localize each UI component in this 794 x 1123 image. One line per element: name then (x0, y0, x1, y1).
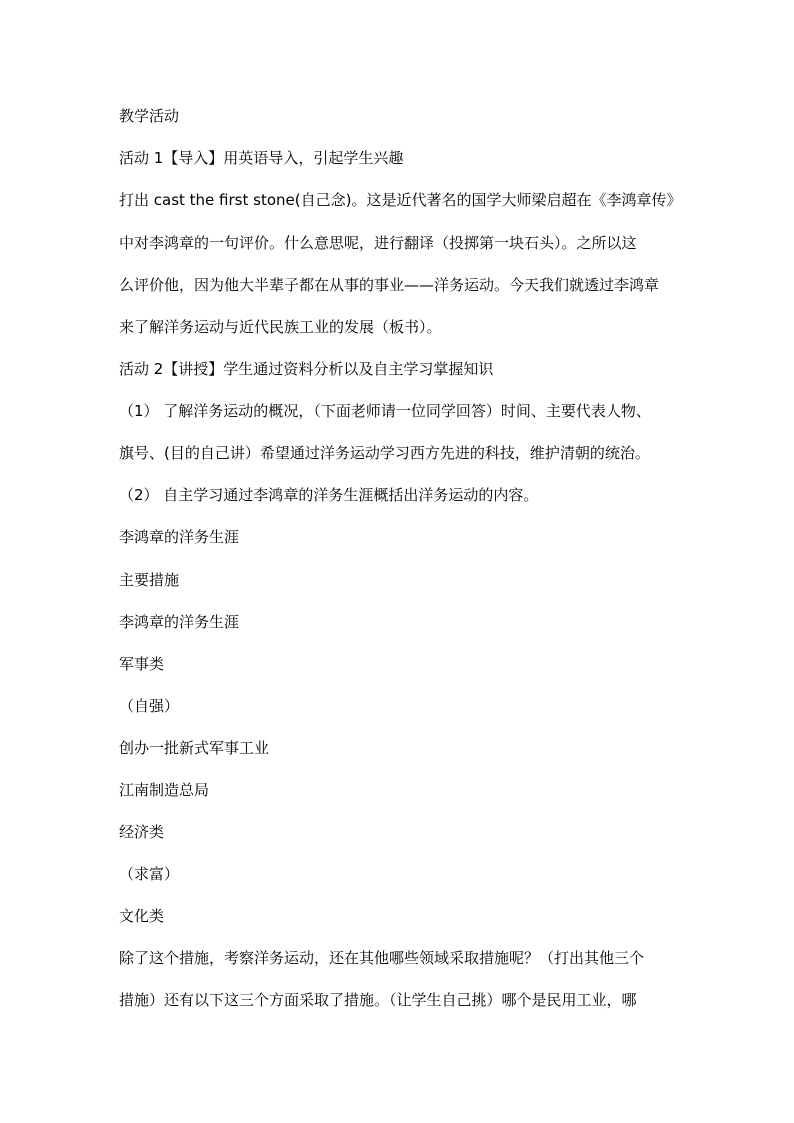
paragraph-line: 来了解洋务运动与近代民族工业的发展（板书）。 (119, 318, 442, 336)
paragraph-line: （1） 了解洋务运动的概况，（下面老师请一位同学回答）时间、主要代表人物、 (119, 402, 651, 420)
table-cell-text: 创办一批新式军事工业 (119, 739, 270, 757)
paragraph-line: 打出 cast the first stone(自己念)。这是近代著名的国学大师梁启超在《李鸿章传》 (119, 191, 682, 209)
table-cell-text: （自强） (119, 697, 180, 715)
paragraph-line: 么评价他，因为他大半辈子都在从事的事业——洋务运动。今天我们就透过李鸿章 (119, 276, 660, 294)
table-cell-text: 李鸿章的洋务生涯 (119, 613, 240, 631)
table-cell-text: 经济类 (119, 823, 165, 841)
table-cell-text: 文化类 (119, 907, 165, 925)
table-cell-text: （求富） (119, 865, 180, 883)
paragraph-line: 措施）还有以下这三个方面采取了措施。（让学生自己挑）哪个是民用工业，哪 (119, 991, 637, 1009)
paragraph-line: 中对李鸿章的一句评价。什么意思呢，进行翻译（投掷第一块石头）。之所以这 (119, 234, 637, 252)
paragraph-line: （2） 自主学习通过李鸿章的洋务生涯概括出洋务运动的内容。 (119, 486, 539, 504)
paragraph-line: 旗号、(目的自己讲）希望通过洋务运动学习西方先进的科技，维护清朝的统治。 (119, 444, 650, 462)
table-cell-text: 主要措施 (119, 571, 180, 589)
table-cell-text: 军事类 (119, 655, 165, 673)
activity-2-title: 活动 2【讲授】学生通过资料分析以及自主学习掌握知识 (119, 360, 494, 378)
table-cell-text: 江南制造总局 (119, 781, 210, 799)
paragraph-line: 除了这个措施，考察洋务运动，还在其他哪些领域采取措施呢？（打出其他三个 (119, 949, 645, 967)
document-heading: 教学活动 (119, 107, 180, 125)
table-cell-text: 李鸿章的洋务生涯 (119, 528, 240, 546)
activity-1-title: 活动 1【导入】用英语导入，引起学生兴趣 (119, 149, 404, 167)
